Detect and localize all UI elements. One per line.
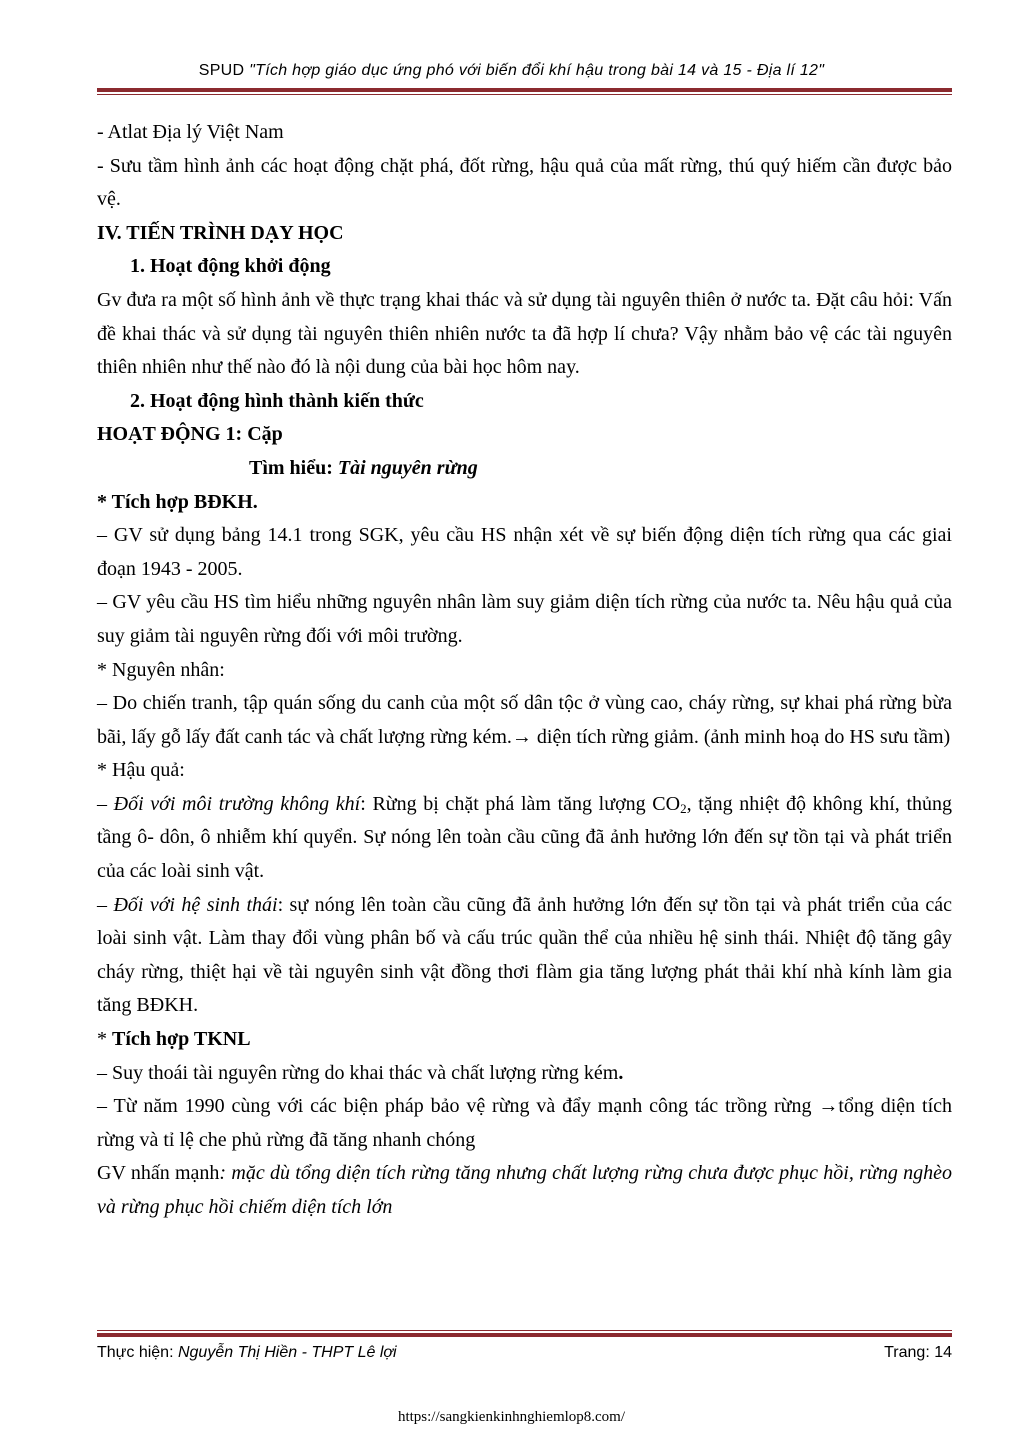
footer-rule-thick xyxy=(97,1333,952,1337)
co2-subscript: 2 xyxy=(680,800,687,816)
air-impact-text-a: : Rừng bị chặt phá làm tăng lượng CO xyxy=(360,792,681,815)
activity-heading: HOẠT ĐỘNG 1: Cặp xyxy=(97,423,283,446)
causes-paragraph xyxy=(97,687,952,754)
page-header xyxy=(0,62,1023,80)
teacher-emphasis-text: : mặc dù tổng diện tích rừng tăng nhưng chất lượng rừng chưa được phục hồi, rừng nghèo và rừng phục hồi chiếm diện tích lớn xyxy=(97,1162,952,1218)
topic-label: Tìm hiểu: xyxy=(249,456,338,479)
arrow-icon: → xyxy=(818,1095,839,1118)
footer-rule-thin xyxy=(97,1330,952,1331)
period: . xyxy=(618,1061,624,1084)
teacher-emphasis-label: GV nhấn mạnh xyxy=(97,1162,220,1185)
integration-tknl-heading xyxy=(97,1023,952,1057)
document-body xyxy=(97,116,952,1225)
teacher-emphasis-paragraph xyxy=(97,1157,952,1224)
air-impact-label: Đối với môi trường không khí xyxy=(113,792,361,815)
footer-label: Thực hiện: xyxy=(97,1344,178,1361)
air-impact-paragraph xyxy=(97,788,952,889)
integration-bdkh-heading: * Tích hợp BĐKH. xyxy=(97,490,258,513)
task-paragraph-2: – GV yêu cầu HS tìm hiểu những nguyên nhân làm suy giảm diện tích rừng của nước ta. Nêu hậu quả của suy giảm tài nguyên rừng đối với môi trường. xyxy=(97,591,952,647)
dash: – xyxy=(97,893,114,916)
tknl-text-2a: – Từ năm 1990 cùng với các biện pháp bảo vệ rừng và đẩy mạnh công tác trồng rừng xyxy=(97,1095,819,1118)
topic-title: Tài nguyên rừng xyxy=(337,456,478,479)
tknl-paragraph-2 xyxy=(97,1090,952,1157)
subheading-warmup: 1. Hoạt động khởi động xyxy=(130,255,331,278)
causes-text: – Do chiến tranh, tập quán sống du canh của một số dân tộc ở vùng cao, cháy rừng, sự khai phá rừng bừa bãi, lấy gỗ lấy đất canh tác và chất lượng rừng kém. xyxy=(97,692,952,748)
task-paragraph-1: – GV sử dụng bảng 14.1 trong SGK, yêu cầu HS nhận xét về sự biến động diện tích rừng qua các giai đoạn 1943 - 2005. xyxy=(97,524,952,580)
subheading-knowledge: 2. Hoạt động hình thành kiến thức xyxy=(130,389,424,412)
header-rule-thin xyxy=(97,94,952,95)
tknl-text-1: – Suy thoái tài nguyên rừng do khai thác và chất lượng rừng kém xyxy=(97,1061,619,1084)
header-title: "Tích hợp giáo dục ứng phó với biến đổi khí hậu trong bài 14 và 15 - Địa lí 12" xyxy=(249,62,825,79)
dash: – xyxy=(97,792,114,815)
source-url-link[interactable]: https://sangkienkinhnghiemlop8.com/ xyxy=(397,1409,626,1425)
tknl-paragraph-1 xyxy=(97,1057,952,1091)
air-impact-text-b: , tặng nhiệt độ không khí, thủng tầng ô- dôn, ô nhiễm khí quyển. Sự nóng lên toàn cầu cũng đã ảnh hưởng lớn đến sự tồn tại và phát triển của các loài sinh vật. xyxy=(97,792,952,883)
materials-item-atlas: - Atlat Địa lý Việt Nam xyxy=(97,121,284,143)
consequences-heading: * Hậu quả: xyxy=(97,759,185,782)
footer-author-name: Nguyễn Thị Hiền - THPT Lê lợi xyxy=(177,1344,397,1361)
activity-topic xyxy=(97,452,952,486)
header-rule-thick xyxy=(97,88,952,92)
materials-item-images: - Sưu tầm hình ảnh các hoạt động chặt phá, đốt rừng, hậu quả của mất rừng, thú quý hiếm cần được bảo vệ. xyxy=(97,154,952,211)
ecosystem-impact-paragraph xyxy=(97,889,952,1023)
section-heading-iv: IV. TIẾN TRÌNH DẠY HỌC xyxy=(97,221,344,244)
tknl-text-2b: tổng diện tích rừng và tỉ lệ che phủ rừng đã tăng nhanh chóng xyxy=(97,1095,952,1151)
footer-author xyxy=(97,1344,397,1362)
arrow-icon: → xyxy=(511,725,532,748)
ecosystem-impact-text: : sự nóng lên toàn cầu cũng đã ảnh hưởng lớn đến sự tồn tại và phát triển của các loài sinh vật. Làm thay đổi vùng phân bố và cấu trúc quần thể của nhiều hệ sinh thái. Nhiệt độ tăng gây cháy rừng, thiệt hại về tài nguyên sinh vật đồng thơi flàm gia tăng lượng phát thải khí nhà kính làm gia tăng BĐKH. xyxy=(97,893,953,1017)
ecosystem-impact-label: Đối với hệ sinh thái xyxy=(113,893,278,916)
warmup-paragraph: Gv đưa ra một số hình ảnh về thực trạng khai thác và sử dụng tài nguyên thiên ở nước ta. Đặt câu hỏi: Vấn đề khai thác và sử dụng tài nguyên thiên nhiên nước ta đã hợp lí chưa? Vậy nhằm bảo vệ các tài nguyên thiên nhiên như thế nào đó là nội dung của bài học hôm nay. xyxy=(97,288,952,379)
causes-heading: * Nguyên nhân: xyxy=(97,658,225,681)
bullet-star: * xyxy=(97,1028,112,1051)
causes-result: diện tích rừng giảm. (ảnh minh hoạ do HS sưu tầm) xyxy=(531,725,951,748)
page-number: Trang: 14 xyxy=(884,1344,952,1361)
header-prefix: SPUD xyxy=(198,62,250,79)
tknl-label: Tích hợp TKNL xyxy=(112,1028,251,1051)
